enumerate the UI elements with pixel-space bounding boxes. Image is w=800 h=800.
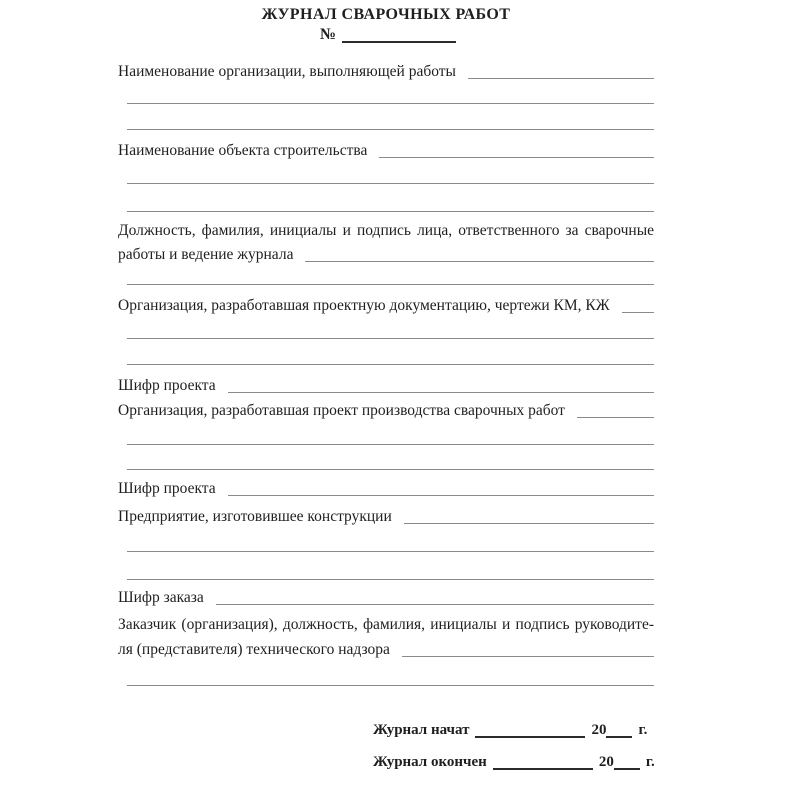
journal-finished-label: Журнал окончен [373, 754, 487, 770]
write-line [127, 469, 654, 470]
field-project-code-b [118, 480, 654, 497]
field-customer-line1: Заказчик (организация), должность, фамилия, инициалы и подпись руководите- [118, 616, 654, 633]
field-manufacturer [118, 508, 654, 525]
write-line [127, 364, 654, 365]
journal-finished-century: 20 [598, 754, 614, 770]
field-responsible-line2-label: работы и ведение журнала [118, 246, 294, 263]
field-construction-object-label: Наименование объекта строительства [118, 142, 368, 159]
write-line [127, 444, 654, 445]
write-line [127, 338, 654, 339]
write-line [127, 183, 654, 184]
journal-number-label: № [320, 26, 337, 43]
field-manufacturer-label: Предприятие, изготовившее конструкции [118, 508, 392, 525]
write-line [468, 78, 654, 79]
write-line [127, 579, 654, 580]
field-order-code-label: Шифр заказа [118, 589, 204, 606]
field-org-performing [118, 63, 654, 80]
field-project-code-a [118, 377, 654, 394]
write-line [379, 157, 654, 158]
field-responsible-line1: Должность, фамилия, инициалы и подпись лица, ответственного за сварочные [118, 222, 654, 239]
write-line [622, 312, 654, 313]
field-design-doc-org-label: Организация, разработавшая проектную документацию, чертежи КМ, КЖ [118, 297, 610, 314]
journal-finished-year-suffix: г. [645, 754, 655, 770]
journal-started-date-line [475, 736, 585, 738]
write-line [127, 103, 654, 104]
field-customer-line2-label: ля (представителя) технического надзора [118, 641, 390, 658]
journal-finished-year-line [614, 768, 640, 770]
journal-finished-row [373, 754, 655, 771]
field-construction-object [118, 142, 654, 159]
field-welding-project-org-label: Организация, разработавшая проект производства сварочных работ [118, 402, 565, 419]
journal-number-write-line [342, 41, 456, 43]
write-line [127, 284, 654, 285]
write-line [127, 551, 654, 552]
field-project-code-a-label: Шифр проекта [118, 377, 216, 394]
journal-started-year-suffix: г. [638, 722, 648, 738]
write-line [127, 685, 654, 686]
write-line [216, 604, 654, 605]
form-title: ЖУРНАЛ СВАРОЧНЫХ РАБОТ [261, 6, 511, 23]
field-customer-line2 [118, 641, 654, 658]
field-org-performing-label: Наименование организации, выполняющей работы [118, 63, 456, 80]
journal-finished-date-line [493, 768, 593, 770]
field-design-doc-org [118, 297, 654, 314]
write-line [127, 211, 654, 212]
write-line [402, 656, 654, 657]
journal-started-row [373, 722, 647, 739]
journal-started-label: Журнал начат [373, 722, 470, 738]
field-responsible-line2 [118, 246, 654, 263]
write-line [228, 392, 654, 393]
write-line [577, 417, 654, 418]
write-line [404, 523, 654, 524]
journal-started-century: 20 [591, 722, 607, 738]
journal-number-row [118, 27, 654, 44]
write-line [305, 261, 654, 262]
write-line [228, 495, 654, 496]
write-line [127, 129, 654, 130]
field-welding-project-org [118, 402, 654, 419]
field-order-code [118, 589, 654, 606]
field-project-code-b-label: Шифр проекта [118, 480, 216, 497]
journal-started-year-line [606, 736, 632, 738]
